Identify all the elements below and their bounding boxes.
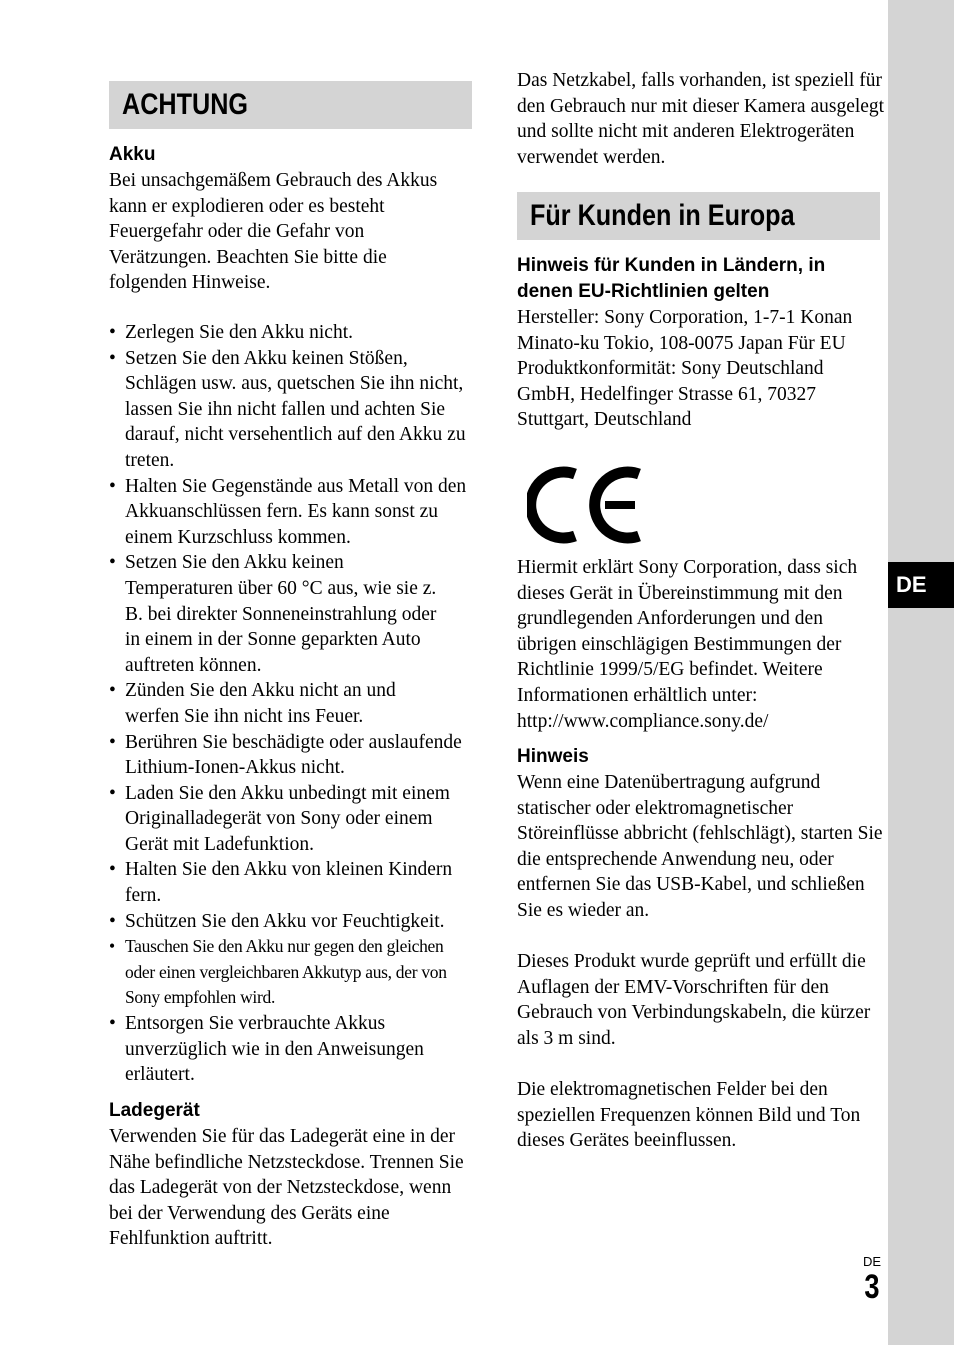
list-item: • Berühren Sie beschädigte oder auslaufende Lithium-Ionen-Akkus nicht. [109,730,477,781]
akku-section [109,142,477,296]
list-item: • Entsorgen Sie verbrauchte Akkus unverzüglich wie in den Anweisungen erläutert. [109,1011,477,1088]
em-fields-text: Die elektromagnetischen Felder bei den speziellen Frequenzen können Bild und Ton dieses Gerätes beeinflussen. [517,1079,861,1152]
list-item: • Halten Sie Gegenstände aus Metall von den Akkuanschlüssen fern. Es kann sonst zu einem Kurzschluss kommen. [109,474,477,551]
hinweis-title: Hinweis [517,746,589,767]
ce-mark-logo [527,462,647,548]
list-item: • Tauschen Sie den Akku nur gegen den gleichen oder einen vergleichbaren Akkutyp aus, der von Sony empfohlen wird. [109,934,477,1011]
list-item: • Zünden Sie den Akku nicht an und werfen Sie ihn nicht ins Feuer. [109,678,477,729]
europa-heading: Für Kunden in Europa [517,192,880,240]
achtung-heading: ACHTUNG [109,81,472,129]
hinweis-text: Wenn eine Datenübertragung aufgrund statischer oder elektromagnetischer Störeinflüsse abbricht (fehlschlägt), starten Sie die entsprechende Anwendung neu, oder entfernen Sie das USB-Kabel, und schließen Sie es wieder an. [517,772,883,921]
hinweis-section [517,744,885,924]
list-item: • Halten Sie den Akku von kleinen Kindern fern. [109,857,477,908]
side-strip [888,0,954,1345]
akku-title: Akku [109,144,156,165]
emv-text: Dieses Produkt wurde geprüft und erfüllt die Auflagen der EMV-Vorschriften für den Gebrauch von Verbindungskabeln, die kürzer als 3 m sind. [517,951,871,1049]
list-item: • Setzen Sie den Akku keinen Stößen, Schlägen usw. aus, quetschen Sie ihn nicht, lassen Sie ihn nicht fallen und achten Sie darauf, nicht versehentlich auf den Akku zu treten. [109,346,477,474]
eu-section [517,253,885,433]
page-lang-label: DE [862,1254,882,1269]
page-number [862,1255,882,1305]
ce-mark-icon [527,462,647,548]
list-item: • Schützen Sie den Akku vor Feuchtigkeit. [109,909,477,935]
list-item: • Zerlegen Sie den Akku nicht. [109,320,477,346]
list-item: • Setzen Sie den Akku keinen Temperaturen über 60 °C aus, wie sie z. B. bei direkter Sonneneinstrahlung oder in einem in der Sonne geparkten Auto auftreten können. [109,550,477,678]
eu-title: Hinweis für Kunden in Ländern, in denen EU-Richtlinien gelten [517,255,826,302]
akku-intro: Bei unsachgemäßem Gebrauch des Akkus kann er explodieren oder es besteht Feuergefahr oder die Gefahr von Verätzungen. Beachten Sie bitte die folgenden Hinweise. [109,170,438,294]
list-item: • Laden Sie den Akku unbedingt mit einem Originalladegerät von Sony oder einem Gerät mit Ladefunktion. [109,781,477,858]
eu-text: Hersteller: Sony Corporation, 1-7-1 Konan Minato-ku Tokio, 108-0075 Japan Für EU Produktkonformität: Sony Deutschland GmbH, Hedelfinger Strasse 61, 70327 Stuttgart, Deutschland [517,307,853,431]
akku-bullet-list [109,320,477,1088]
ladegeraet-text: Verwenden Sie für das Ladegerät eine in der Nähe befindliche Netzsteckdose. Trennen Sie das Ladegerät von der Netzsteckdose, wenn bei der Verwendung des Geräts eine Fehlfunktion auftritt. [109,1126,464,1250]
netzkabel-text: Das Netzkabel, falls vorhanden, ist speziell für den Gebrauch nur mit dieser Kamera ausgelegt und sollte nicht mit anderen Elektrogeräten verwendet werden. [517,70,885,168]
ladegeraet-title: Ladegerät [109,1100,200,1121]
ladegeraet-section [109,1098,477,1252]
language-tab: DE [888,562,954,608]
page-number-value: 3 [864,1268,880,1306]
declaration-text: Hiermit erklärt Sony Corporation, dass sich dieses Gerät in Übereinstimmung mit den grundlegenden Anforderungen und den übrigen einschlägigen Bestimmungen der Richtlinie 1999/5/EG befindet. Weitere Informationen erhältlich unter: http://www.compliance.sony.de/ [517,557,858,732]
